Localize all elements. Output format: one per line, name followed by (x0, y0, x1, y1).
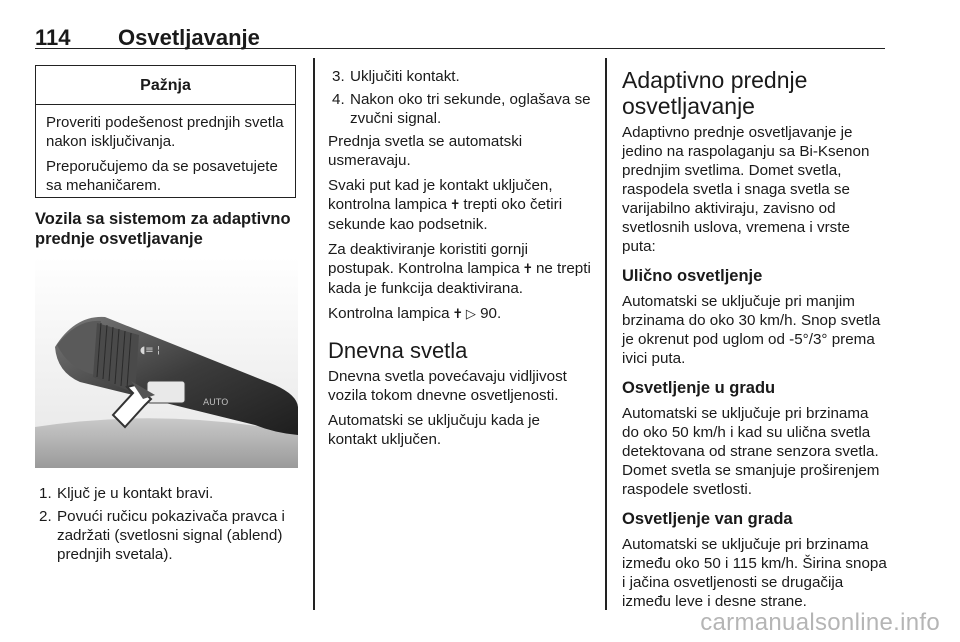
control-lamp-icon: 🕇 (523, 262, 532, 277)
page-reference-icon: ▷ (465, 307, 476, 322)
notice-box (35, 65, 296, 198)
list-item: 2. Povući ručicu pokazivača pravca i zadržati (svetlosni signal (ablend) prednjih svetala). (39, 508, 285, 563)
paragraph: Automatski se uključuje pri brzinama do oko 50 km/h i kad su ulična svetla detektovana od strane senzora svetla. Domet svetla se smanjuje proširenjem raspodele svetlosti. (622, 405, 880, 498)
svg-text:◖≡ ¦: ◖≡ ¦ (140, 345, 161, 356)
paragraph: Automatski se uključuje pri manjim brzinama do oko 30 km/h. Snop svetla je okrenut pod uglom od -5°/3° prema ivici puta. (622, 293, 881, 367)
list-item: 3. Uključiti kontakt. (332, 68, 460, 85)
subsection-heading: Ulično osvetljenje (622, 267, 763, 285)
list-item: 1. Ključ je u kontakt bravi. (39, 485, 214, 502)
chapter-title: Osvetljavanje (118, 25, 260, 50)
subsection-heading: Osvetljenje u gradu (622, 379, 776, 397)
paragraph: Svaki put kad je kontakt uključen, kontrolna lampica 🕇 trepti oko četiri sekunde kao podsetnik. (328, 177, 563, 233)
notice-paragraph: Proveriti podešenost prednjih svetla nakon isključivanja. (46, 114, 284, 150)
paragraph: Za deaktiviranje koristiti gornji postupak. Kontrolna lampica 🕇 ne trepti kada je funkcija deaktivirana. (328, 241, 591, 297)
control-lamp-icon: 🕇 (453, 307, 462, 322)
watermark: carmanualsonline.info (700, 609, 940, 636)
section-heading: Vozila sa sistemom za adaptivno prednje osvetljavanje (35, 210, 291, 248)
column-divider (313, 58, 315, 610)
subsection-heading: Osvetljenje van grada (622, 510, 793, 528)
column-divider (605, 58, 607, 610)
notice-title: Pažnja (36, 66, 295, 105)
control-lamp-icon: 🕇 (451, 198, 460, 213)
page-number: 114 (35, 25, 71, 50)
turn-signal-lever-illustration (35, 257, 298, 468)
steps-list (35, 484, 300, 564)
paragraph: Prednja svetla se automatski usmeravaju. (328, 133, 523, 169)
svg-text:AUTO: AUTO (203, 398, 229, 408)
paragraph: Adaptivno prednje osvetljavanje je jedino na raspolaganju sa Bi-Ksenon prednjim svetlima. Domet svetla, raspodela svetla i snaga svetla se varijabilno aktiviraju, zavisno od svetlosnih uslova, vremena i vrste puta: (622, 124, 870, 255)
paragraph: Kontrolna lampica 🕇 ▷ 90. (328, 305, 502, 322)
paragraph: Dnevna svetla povećavaju vidljivost vozila tokom dnevne osvetljenosti. (328, 368, 567, 404)
notice-paragraph: Preporučujemo da se posavetujete sa mehaničarem. (46, 158, 278, 194)
section-title: Adaptivno prednje osvetljavanje (622, 67, 808, 119)
list-item: 4. Nakon oko tri sekunde, oglašava se zvučni signal. (332, 91, 591, 127)
section-title: Dnevna svetla (328, 338, 468, 363)
paragraph: Automatski se uključuje pri brzinama između oko 50 i 115 km/h. Širina snopa i jačina osvetljenosti se drugačija između leve i desne strane. (622, 536, 887, 610)
paragraph: Automatski se uključuju kada je kontakt uključen. (328, 412, 540, 448)
page-header (35, 8, 885, 49)
steps-list (328, 67, 593, 128)
